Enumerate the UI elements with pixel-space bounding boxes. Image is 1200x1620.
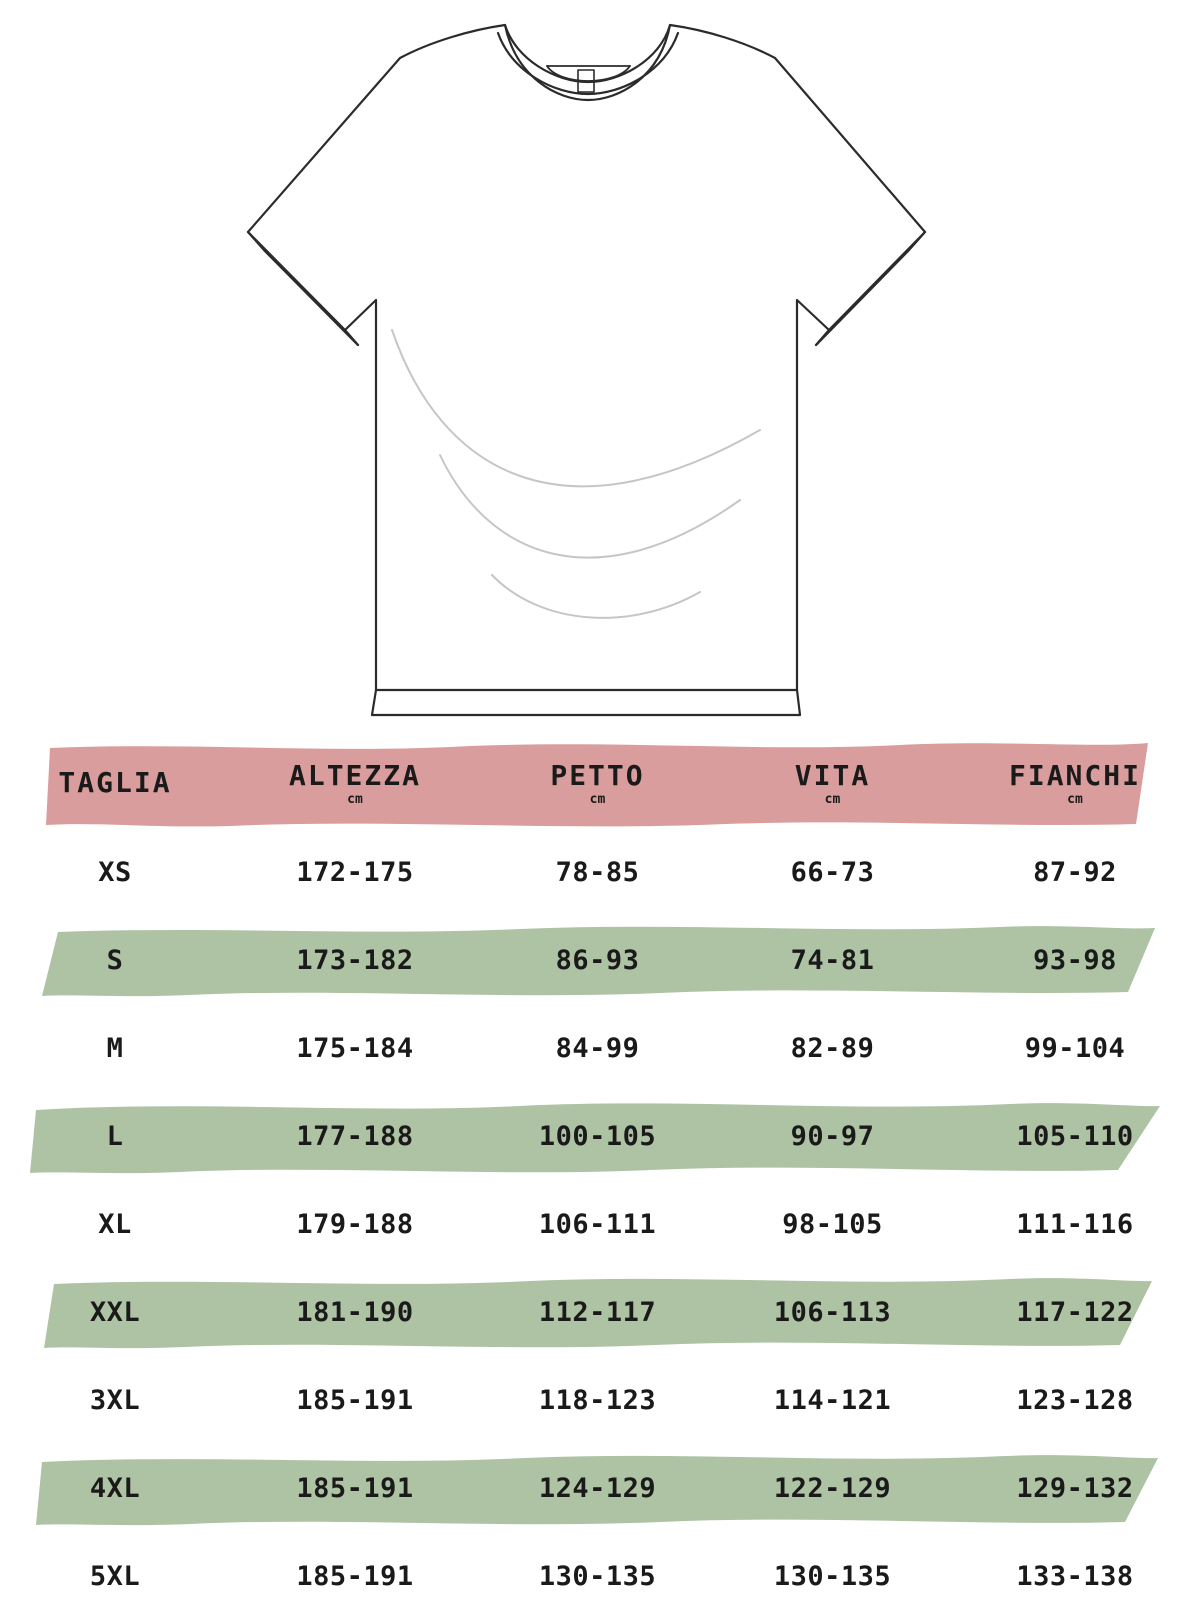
cell-chest: 86-93 — [555, 944, 640, 976]
cell-waist: 66-73 — [790, 856, 875, 888]
tshirt-illustration — [0, 0, 1200, 740]
column-header-height: ALTEZZA cm — [288, 759, 421, 807]
table-row — [0, 1444, 1200, 1532]
cell-waist: 130-135 — [773, 1560, 892, 1592]
cell-size: S — [106, 944, 124, 976]
table-header-row — [0, 740, 1200, 828]
cell-waist: 106-113 — [773, 1296, 892, 1328]
column-header-waist: VITA cm — [794, 759, 871, 807]
cell-hips: 133-138 — [1016, 1560, 1134, 1592]
cell-hips: 129-132 — [1016, 1472, 1134, 1504]
table-row — [0, 916, 1200, 1004]
size-table — [0, 740, 1200, 1592]
cell-waist: 82-89 — [790, 1032, 875, 1064]
cell-size: XS — [98, 856, 132, 888]
column-header-size: TAGLIA — [58, 766, 172, 800]
cell-height: 185-191 — [296, 1560, 414, 1592]
cell-size: XXL — [89, 1296, 141, 1328]
cell-chest: 106-111 — [538, 1208, 657, 1240]
cell-size: 3XL — [89, 1384, 141, 1416]
cell-height: 179-188 — [296, 1208, 414, 1240]
cell-height: 185-191 — [296, 1384, 414, 1416]
cell-waist: 90-97 — [790, 1120, 875, 1152]
cell-hips: 93-98 — [1033, 944, 1117, 976]
cell-size: XL — [98, 1208, 132, 1240]
table-row — [0, 1180, 1200, 1268]
cell-size: M — [106, 1032, 124, 1064]
cell-height: 172-175 — [296, 856, 414, 888]
cell-height: 181-190 — [296, 1296, 414, 1328]
cell-height: 177-188 — [296, 1120, 414, 1152]
table-row — [0, 1268, 1200, 1356]
cell-waist: 74-81 — [790, 944, 875, 976]
cell-chest: 112-117 — [538, 1296, 657, 1328]
cell-size: L — [106, 1120, 124, 1152]
cell-hips: 117-122 — [1016, 1296, 1134, 1328]
cell-hips: 111-116 — [1016, 1208, 1134, 1240]
column-header-hips: FIANCHI cm — [1008, 759, 1141, 807]
cell-chest: 130-135 — [538, 1560, 657, 1592]
table-row — [0, 1092, 1200, 1180]
cell-hips: 87-92 — [1033, 856, 1117, 888]
cell-height: 173-182 — [296, 944, 414, 976]
cell-height: 185-191 — [296, 1472, 414, 1504]
cell-chest: 84-99 — [555, 1032, 640, 1064]
table-row — [0, 828, 1200, 916]
cell-hips: 123-128 — [1016, 1384, 1134, 1416]
cell-waist: 122-129 — [773, 1472, 892, 1504]
cell-chest: 124-129 — [538, 1472, 657, 1504]
tshirt-icon — [0, 0, 1200, 740]
cell-height: 175-184 — [296, 1032, 414, 1064]
cell-chest: 78-85 — [555, 856, 640, 888]
cell-chest: 118-123 — [538, 1384, 657, 1416]
cell-hips: 105-110 — [1016, 1120, 1134, 1152]
table-row — [0, 1004, 1200, 1092]
cell-hips: 99-104 — [1024, 1032, 1126, 1064]
table-row — [0, 1532, 1200, 1620]
cell-waist: 98-105 — [782, 1208, 883, 1240]
cell-size: 4XL — [89, 1472, 141, 1504]
table-row — [0, 1356, 1200, 1444]
cell-size: 5XL — [89, 1560, 141, 1592]
column-header-chest: PETTO cm — [550, 759, 645, 807]
cell-chest: 100-105 — [538, 1120, 657, 1152]
cell-waist: 114-121 — [773, 1384, 892, 1416]
